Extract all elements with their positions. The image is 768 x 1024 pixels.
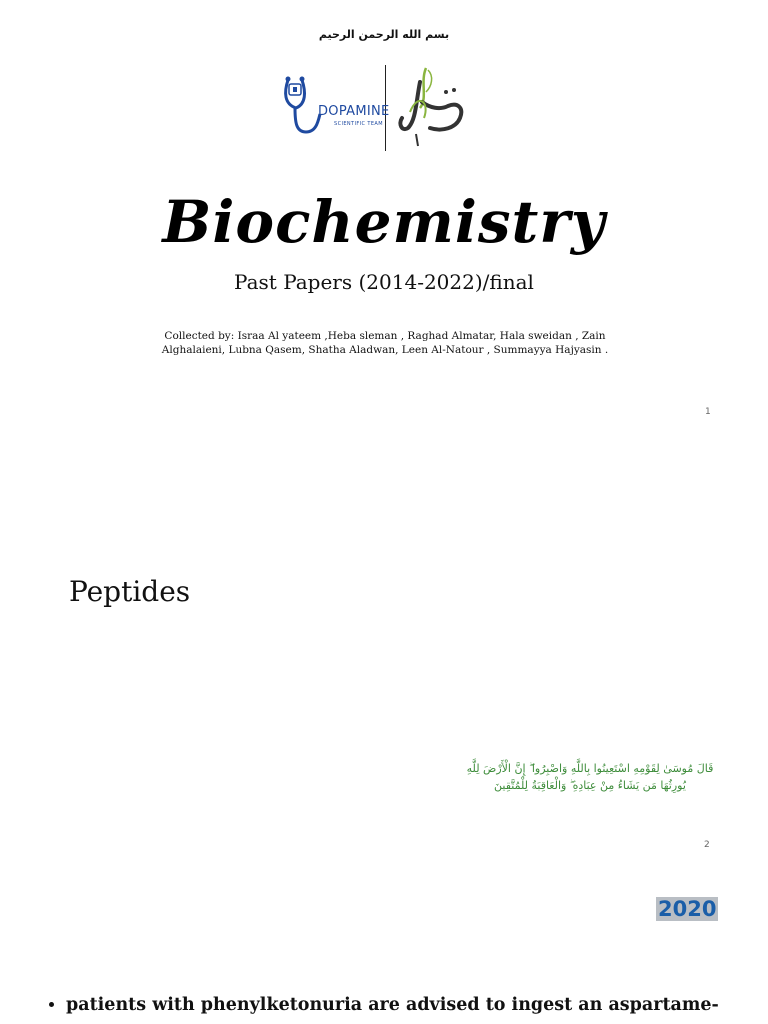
- dopamine-logo-text: DOPAMINE: [318, 104, 390, 119]
- credits: [150, 329, 620, 357]
- quran-verse: [440, 760, 740, 794]
- page-number-1: 1: [705, 407, 711, 417]
- basmala: بسم الله الرحمن الرحيم: [318, 28, 450, 41]
- verse-line-1: قَالَ مُوسَىٰ لِقَوْمِهِ اسْتَعِينُوا بِاللَّهِ وَاصْبِرُوا ۖ إِنَّ الْأَرْضَ لِلَّهِ: [466, 762, 714, 775]
- credits-line-1: Collected by: Israa Al yateem ,Heba sleman , Raghad Almatar, Hala sweidan , Zain: [164, 330, 606, 342]
- section-heading: Peptides: [69, 575, 191, 608]
- credits-line-2: Alghalaieni, Lubna Qasem, Shatha Aladwan, Leen Al-Natour , Summayya Hajyasin .: [161, 344, 609, 356]
- cover-subtitle: Past Papers (2014-2022)/final: [234, 270, 534, 294]
- page-number-2: 2: [704, 840, 710, 850]
- year-heading: 2020: [658, 897, 717, 921]
- dopamine-logo-subtitle: SCIENTIFIC TEAM: [334, 121, 383, 127]
- question-list: [44, 993, 744, 1017]
- verse-line-2: يُورِثُهَا مَن يَشَاءُ مِنْ عِبَادِهِ ۖ وَالْعَاقِبَةُ لِلْمُتَّقِينَ: [494, 779, 686, 792]
- question-item: • patients with phenylketonuria are advised to ingest an aspartame-: [66, 993, 744, 1017]
- cover-title: Biochemistry: [162, 188, 606, 256]
